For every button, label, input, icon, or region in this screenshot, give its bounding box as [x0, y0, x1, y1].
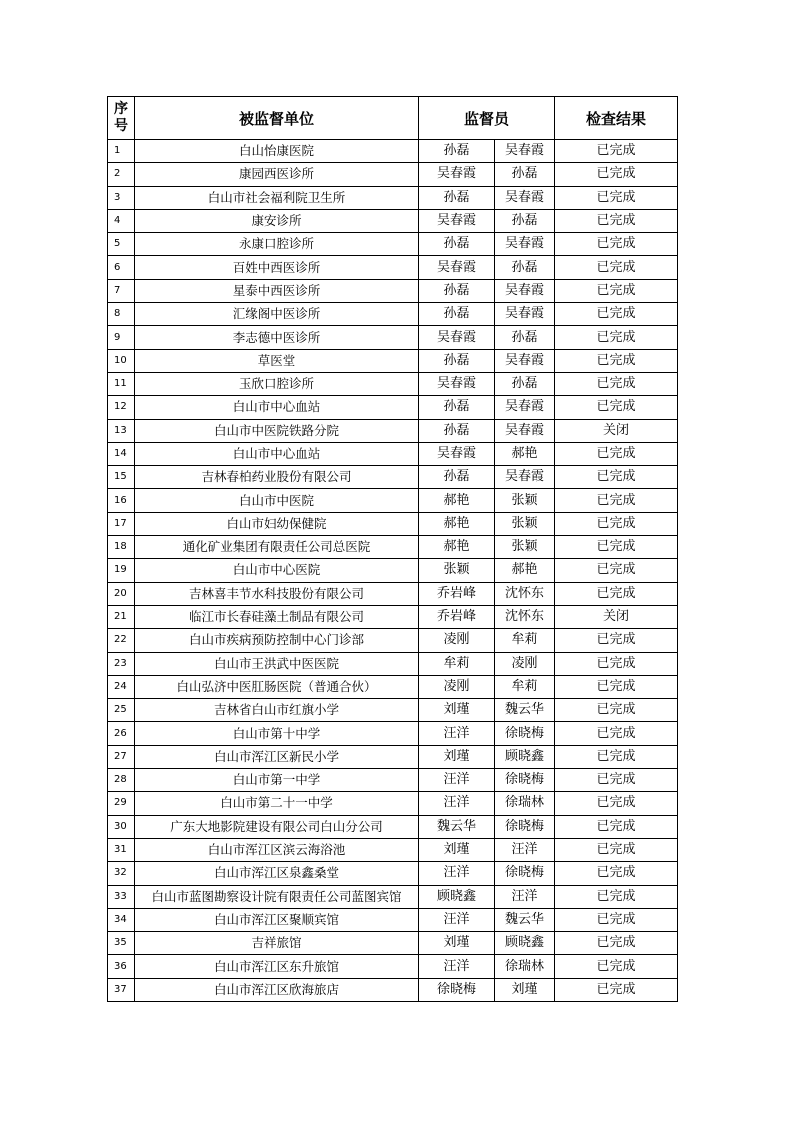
inspection-table — [107, 96, 678, 1002]
cell-inspector-2: 牟莉 — [495, 629, 555, 652]
cell-seq: 16 — [108, 489, 135, 512]
cell-inspector-2: 孙磊 — [495, 163, 555, 186]
cell-result: 已完成 — [555, 675, 678, 698]
cell-inspector-1: 孙磊 — [419, 186, 495, 209]
cell-seq: 18 — [108, 536, 135, 559]
cell-inspector-1: 刘瑾 — [419, 745, 495, 768]
cell-unit: 永康口腔诊所 — [135, 233, 419, 256]
cell-result: 已完成 — [555, 745, 678, 768]
cell-unit: 白山市浑江区聚顺宾馆 — [135, 908, 419, 931]
cell-result: 已完成 — [555, 699, 678, 722]
cell-inspector-2: 刘瑾 — [495, 978, 555, 1001]
cell-seq: 15 — [108, 466, 135, 489]
cell-unit: 白山市第二十一中学 — [135, 792, 419, 815]
cell-inspector-2: 汪洋 — [495, 885, 555, 908]
cell-inspector-2: 吴春霞 — [495, 303, 555, 326]
cell-inspector-1: 汪洋 — [419, 722, 495, 745]
cell-inspector-1: 魏云华 — [419, 815, 495, 838]
cell-seq: 35 — [108, 932, 135, 955]
cell-inspector-2: 吴春霞 — [495, 466, 555, 489]
cell-inspector-2: 吴春霞 — [495, 279, 555, 302]
cell-unit: 白山市妇幼保健院 — [135, 512, 419, 535]
cell-inspector-2: 顾晓鑫 — [495, 745, 555, 768]
cell-inspector-2: 魏云华 — [495, 908, 555, 931]
table-row — [108, 140, 678, 163]
cell-inspector-2: 徐瑞林 — [495, 792, 555, 815]
table-row — [108, 582, 678, 605]
cell-result: 已完成 — [555, 186, 678, 209]
table-row — [108, 908, 678, 931]
table-row — [108, 792, 678, 815]
cell-unit: 草医堂 — [135, 349, 419, 372]
cell-unit: 白山市中医院 — [135, 489, 419, 512]
cell-inspector-2: 徐晓梅 — [495, 815, 555, 838]
cell-seq: 14 — [108, 442, 135, 465]
cell-seq: 10 — [108, 349, 135, 372]
cell-unit: 康安诊所 — [135, 209, 419, 232]
cell-result: 已完成 — [555, 559, 678, 582]
cell-result: 已完成 — [555, 372, 678, 395]
cell-inspector-1: 乔岩峰 — [419, 582, 495, 605]
table-row — [108, 349, 678, 372]
cell-result: 已完成 — [555, 955, 678, 978]
cell-unit: 吉林省白山市红旗小学 — [135, 699, 419, 722]
cell-unit: 白山弘济中医肛肠医院（普通合伙） — [135, 675, 419, 698]
table-row — [108, 629, 678, 652]
cell-inspector-1: 孙磊 — [419, 396, 495, 419]
cell-seq: 4 — [108, 209, 135, 232]
cell-seq: 24 — [108, 675, 135, 698]
cell-inspector-2: 沈怀东 — [495, 605, 555, 628]
cell-unit: 白山市中医院铁路分院 — [135, 419, 419, 442]
cell-inspector-1: 顾晓鑫 — [419, 885, 495, 908]
cell-seq: 23 — [108, 652, 135, 675]
cell-result: 关闭 — [555, 419, 678, 442]
table-row — [108, 372, 678, 395]
cell-result: 已完成 — [555, 769, 678, 792]
cell-inspector-1: 吴春霞 — [419, 372, 495, 395]
cell-unit: 广东大地影院建设有限公司白山分公司 — [135, 815, 419, 838]
cell-unit: 白山市浑江区欣海旅店 — [135, 978, 419, 1001]
table-row — [108, 838, 678, 861]
table-row — [108, 885, 678, 908]
cell-inspector-2: 郝艳 — [495, 442, 555, 465]
cell-result: 已完成 — [555, 209, 678, 232]
table-row — [108, 652, 678, 675]
cell-inspector-1: 吴春霞 — [419, 256, 495, 279]
cell-result: 已完成 — [555, 582, 678, 605]
cell-inspector-1: 孙磊 — [419, 466, 495, 489]
table-row — [108, 815, 678, 838]
cell-inspector-2: 孙磊 — [495, 256, 555, 279]
cell-unit: 通化矿业集团有限责任公司总医院 — [135, 536, 419, 559]
cell-inspector-1: 孙磊 — [419, 233, 495, 256]
cell-result: 已完成 — [555, 442, 678, 465]
table-row — [108, 209, 678, 232]
cell-inspector-2: 吴春霞 — [495, 349, 555, 372]
cell-inspector-2: 魏云华 — [495, 699, 555, 722]
cell-seq: 34 — [108, 908, 135, 931]
cell-inspector-1: 刘瑾 — [419, 932, 495, 955]
table-row — [108, 163, 678, 186]
cell-inspector-1: 牟莉 — [419, 652, 495, 675]
cell-inspector-1: 孙磊 — [419, 279, 495, 302]
cell-inspector-1: 汪洋 — [419, 862, 495, 885]
cell-inspector-1: 孙磊 — [419, 349, 495, 372]
table-row — [108, 699, 678, 722]
cell-inspector-1: 凌刚 — [419, 629, 495, 652]
cell-inspector-2: 牟莉 — [495, 675, 555, 698]
cell-result: 已完成 — [555, 932, 678, 955]
cell-unit: 白山市浑江区泉鑫桑堂 — [135, 862, 419, 885]
cell-result: 已完成 — [555, 163, 678, 186]
cell-unit: 白山怡康医院 — [135, 140, 419, 163]
cell-seq: 3 — [108, 186, 135, 209]
cell-result: 已完成 — [555, 466, 678, 489]
cell-seq: 19 — [108, 559, 135, 582]
cell-inspector-1: 徐晓梅 — [419, 978, 495, 1001]
cell-inspector-2: 吴春霞 — [495, 419, 555, 442]
cell-result: 已完成 — [555, 303, 678, 326]
cell-unit: 临江市长春硅藻土制品有限公司 — [135, 605, 419, 628]
table-row — [108, 675, 678, 698]
cell-inspector-2: 凌刚 — [495, 652, 555, 675]
cell-inspector-2: 张颖 — [495, 489, 555, 512]
cell-result: 已完成 — [555, 396, 678, 419]
table-row — [108, 559, 678, 582]
cell-unit: 吉林春柏药业股份有限公司 — [135, 466, 419, 489]
cell-seq: 28 — [108, 769, 135, 792]
cell-inspector-1: 刘瑾 — [419, 699, 495, 722]
cell-unit: 白山市疾病预防控制中心门诊部 — [135, 629, 419, 652]
table-row — [108, 955, 678, 978]
cell-seq: 9 — [108, 326, 135, 349]
table-row — [108, 605, 678, 628]
table-row — [108, 722, 678, 745]
cell-inspector-1: 汪洋 — [419, 955, 495, 978]
cell-result: 已完成 — [555, 652, 678, 675]
table-row — [108, 442, 678, 465]
cell-inspector-2: 郝艳 — [495, 559, 555, 582]
cell-seq: 2 — [108, 163, 135, 186]
cell-inspector-1: 孙磊 — [419, 303, 495, 326]
cell-inspector-1: 吴春霞 — [419, 209, 495, 232]
table-row — [108, 256, 678, 279]
header-unit: 被监督单位 — [135, 97, 419, 140]
header-row — [108, 97, 678, 140]
cell-result: 已完成 — [555, 140, 678, 163]
cell-result: 已完成 — [555, 629, 678, 652]
cell-seq: 11 — [108, 372, 135, 395]
cell-inspector-2: 沈怀东 — [495, 582, 555, 605]
cell-result: 已完成 — [555, 838, 678, 861]
cell-seq: 30 — [108, 815, 135, 838]
cell-seq: 36 — [108, 955, 135, 978]
cell-seq: 37 — [108, 978, 135, 1001]
cell-inspector-1: 吴春霞 — [419, 163, 495, 186]
cell-inspector-2: 徐瑞林 — [495, 955, 555, 978]
table-row — [108, 326, 678, 349]
cell-result: 已完成 — [555, 885, 678, 908]
table-row — [108, 536, 678, 559]
cell-unit: 玉欣口腔诊所 — [135, 372, 419, 395]
cell-seq: 5 — [108, 233, 135, 256]
cell-inspector-2: 张颖 — [495, 512, 555, 535]
table-row — [108, 512, 678, 535]
cell-unit: 康园西医诊所 — [135, 163, 419, 186]
cell-seq: 8 — [108, 303, 135, 326]
cell-unit: 白山市蓝图勘察设计院有限责任公司蓝图宾馆 — [135, 885, 419, 908]
cell-seq: 7 — [108, 279, 135, 302]
table-row — [108, 745, 678, 768]
cell-inspector-2: 张颖 — [495, 536, 555, 559]
cell-unit: 白山市第十中学 — [135, 722, 419, 745]
cell-result: 已完成 — [555, 862, 678, 885]
cell-inspector-2: 吴春霞 — [495, 140, 555, 163]
header-result: 检查结果 — [555, 97, 678, 140]
cell-result: 已完成 — [555, 978, 678, 1001]
cell-unit: 李志德中医诊所 — [135, 326, 419, 349]
cell-unit: 星泰中西医诊所 — [135, 279, 419, 302]
table-row — [108, 233, 678, 256]
cell-seq: 13 — [108, 419, 135, 442]
cell-result: 已完成 — [555, 908, 678, 931]
cell-seq: 33 — [108, 885, 135, 908]
cell-inspector-2: 孙磊 — [495, 326, 555, 349]
cell-inspector-2: 吴春霞 — [495, 186, 555, 209]
cell-seq: 1 — [108, 140, 135, 163]
cell-inspector-1: 郝艳 — [419, 536, 495, 559]
cell-inspector-2: 孙磊 — [495, 209, 555, 232]
cell-unit: 白山市中心医院 — [135, 559, 419, 582]
cell-inspector-1: 汪洋 — [419, 792, 495, 815]
cell-seq: 22 — [108, 629, 135, 652]
cell-unit: 白山市浑江区新民小学 — [135, 745, 419, 768]
cell-inspector-2: 徐晓梅 — [495, 862, 555, 885]
table-row — [108, 396, 678, 419]
cell-inspector-2: 顾晓鑫 — [495, 932, 555, 955]
cell-result: 关闭 — [555, 605, 678, 628]
cell-result: 已完成 — [555, 349, 678, 372]
header-seq: 序号 — [108, 97, 135, 140]
cell-seq: 25 — [108, 699, 135, 722]
table-row — [108, 303, 678, 326]
cell-seq: 17 — [108, 512, 135, 535]
table-row — [108, 186, 678, 209]
cell-inspector-1: 郝艳 — [419, 512, 495, 535]
cell-result: 已完成 — [555, 512, 678, 535]
cell-result: 已完成 — [555, 792, 678, 815]
cell-inspector-1: 汪洋 — [419, 908, 495, 931]
cell-result: 已完成 — [555, 722, 678, 745]
table-row — [108, 419, 678, 442]
cell-inspector-2: 徐晓梅 — [495, 769, 555, 792]
cell-seq: 31 — [108, 838, 135, 861]
cell-inspector-1: 孙磊 — [419, 140, 495, 163]
cell-inspector-1: 吴春霞 — [419, 442, 495, 465]
cell-seq: 29 — [108, 792, 135, 815]
cell-inspector-2: 孙磊 — [495, 372, 555, 395]
cell-unit: 白山市浑江区东升旅馆 — [135, 955, 419, 978]
table-row — [108, 489, 678, 512]
cell-result: 已完成 — [555, 815, 678, 838]
cell-inspector-1: 吴春霞 — [419, 326, 495, 349]
cell-unit: 白山市社会福利院卫生所 — [135, 186, 419, 209]
cell-unit: 白山市中心血站 — [135, 396, 419, 419]
cell-unit: 白山市王洪武中医医院 — [135, 652, 419, 675]
cell-result: 已完成 — [555, 233, 678, 256]
cell-result: 已完成 — [555, 489, 678, 512]
cell-unit: 汇缘阁中医诊所 — [135, 303, 419, 326]
table-row — [108, 862, 678, 885]
cell-seq: 26 — [108, 722, 135, 745]
cell-unit: 吉祥旅馆 — [135, 932, 419, 955]
cell-inspector-2: 吴春霞 — [495, 233, 555, 256]
table-row — [108, 769, 678, 792]
table-row — [108, 978, 678, 1001]
cell-inspector-1: 汪洋 — [419, 769, 495, 792]
cell-inspector-1: 郝艳 — [419, 489, 495, 512]
table-row — [108, 932, 678, 955]
cell-inspector-2: 汪洋 — [495, 838, 555, 861]
cell-seq: 21 — [108, 605, 135, 628]
cell-unit: 白山市第一中学 — [135, 769, 419, 792]
table-row — [108, 279, 678, 302]
cell-unit: 白山市浑江区滨云海浴池 — [135, 838, 419, 861]
cell-inspector-2: 徐晓梅 — [495, 722, 555, 745]
cell-unit: 白山市中心血站 — [135, 442, 419, 465]
cell-result: 已完成 — [555, 326, 678, 349]
cell-seq: 6 — [108, 256, 135, 279]
cell-seq: 20 — [108, 582, 135, 605]
cell-inspector-1: 刘瑾 — [419, 838, 495, 861]
cell-inspector-1: 乔岩峰 — [419, 605, 495, 628]
cell-seq: 12 — [108, 396, 135, 419]
cell-result: 已完成 — [555, 256, 678, 279]
cell-unit: 百姓中西医诊所 — [135, 256, 419, 279]
cell-result: 已完成 — [555, 536, 678, 559]
table-row — [108, 466, 678, 489]
header-inspector: 监督员 — [419, 97, 555, 140]
cell-unit: 吉林喜丰节水科技股份有限公司 — [135, 582, 419, 605]
cell-inspector-1: 孙磊 — [419, 419, 495, 442]
cell-inspector-1: 张颖 — [419, 559, 495, 582]
cell-inspector-2: 吴春霞 — [495, 396, 555, 419]
cell-inspector-1: 凌刚 — [419, 675, 495, 698]
cell-seq: 27 — [108, 745, 135, 768]
cell-seq: 32 — [108, 862, 135, 885]
cell-result: 已完成 — [555, 279, 678, 302]
table-body — [108, 140, 678, 1002]
